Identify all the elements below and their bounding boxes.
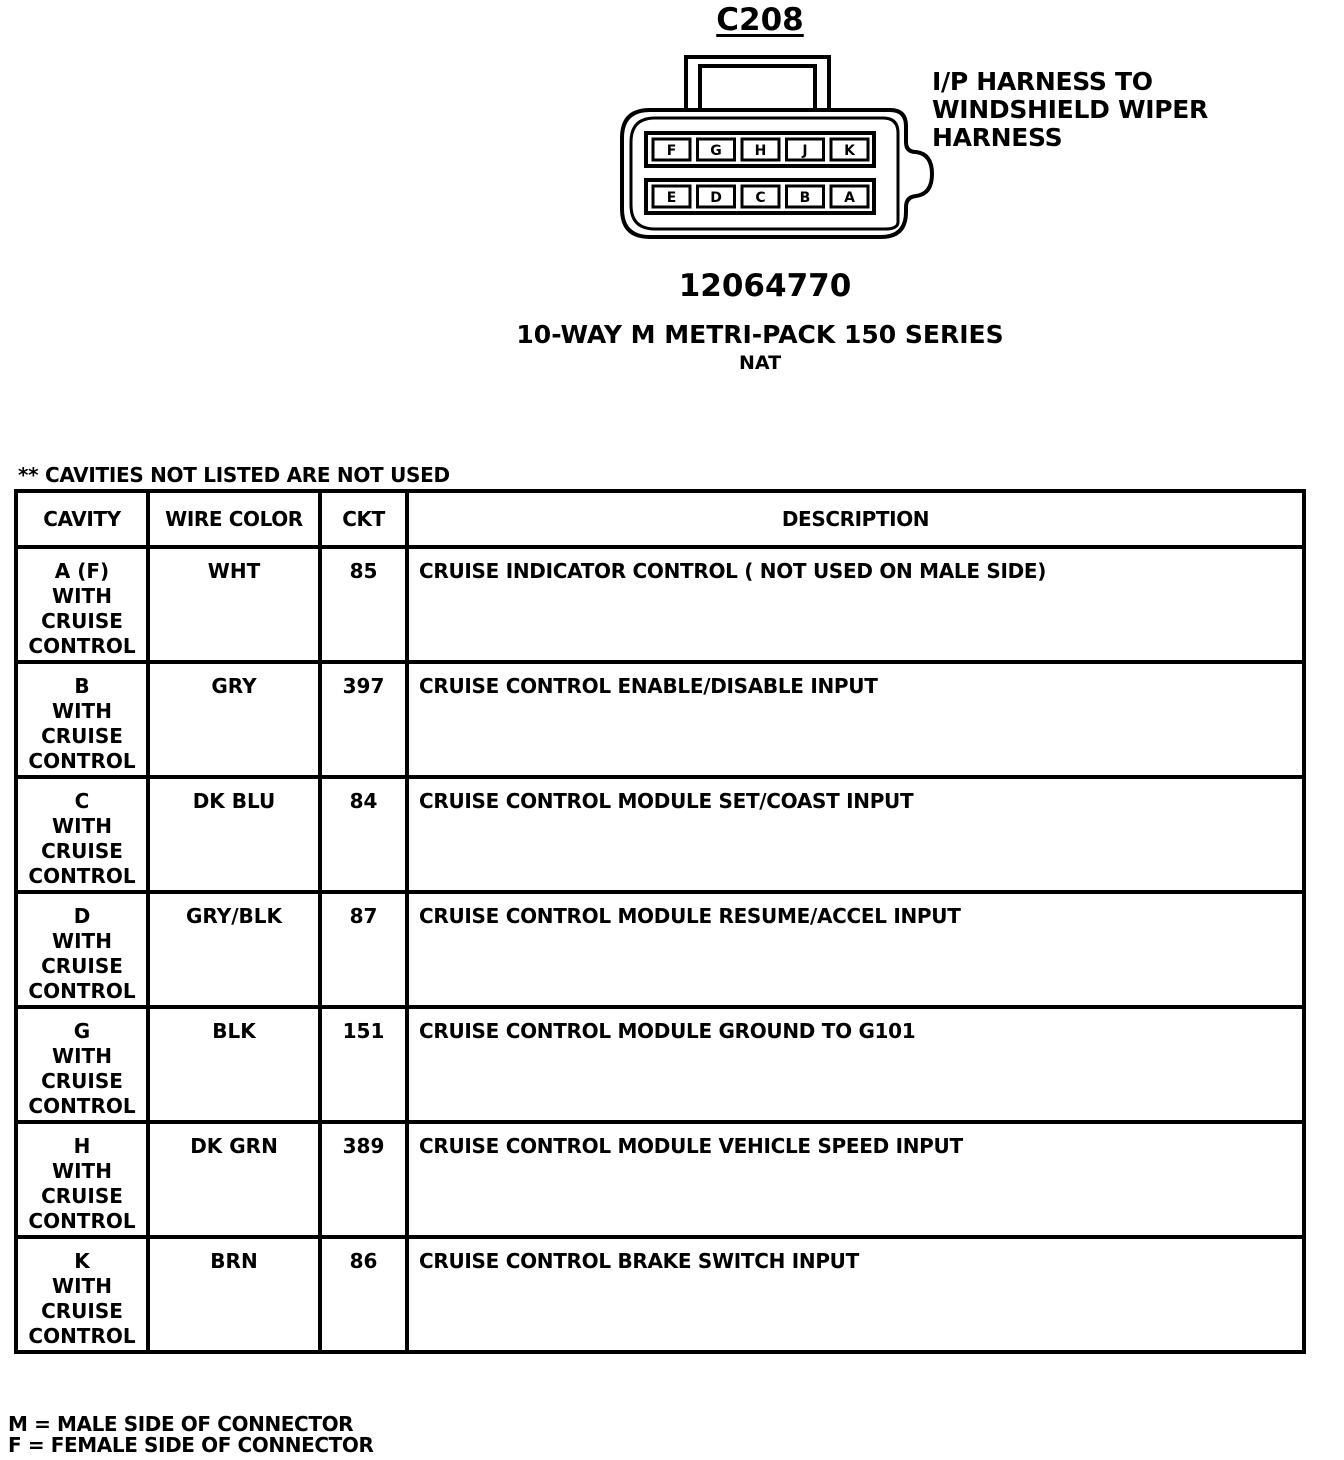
cavity-id: A (F) — [54, 559, 110, 583]
cavity-qualifier: CONTROL — [28, 1094, 136, 1118]
harness-label-line-1: I/P HARNESS TO — [932, 67, 1153, 96]
cavity-cell — [16, 1007, 148, 1122]
table-row — [16, 662, 1304, 777]
cavity-qualifier: CONTROL — [28, 1209, 136, 1233]
cavity-label-g: G — [710, 143, 722, 159]
connector-latch-inner — [700, 66, 815, 113]
connector-legend — [8, 1414, 373, 1456]
cavity-qualifier: WITH — [52, 699, 112, 723]
legend-male: M = MALE SIDE OF CONNECTOR — [8, 1412, 354, 1436]
connector-color: NAT — [738, 352, 782, 374]
cavity-qualifier: WITH — [52, 584, 112, 608]
ckt-cell: 397 — [320, 662, 407, 777]
cavity-qualifier: WITH — [52, 1274, 112, 1298]
table-row — [16, 1007, 1304, 1122]
header-description: DESCRIPTION — [407, 491, 1304, 547]
table-row — [16, 777, 1304, 892]
cavity-label-k: K — [844, 143, 855, 159]
wire-color-cell: GRY — [148, 662, 320, 777]
wire-color-cell: WHT — [148, 547, 320, 662]
table-row — [16, 892, 1304, 1007]
cavity-id: G — [73, 1019, 91, 1043]
cavity-cell — [16, 1237, 148, 1352]
harness-label — [932, 68, 1344, 152]
cavity-qualifier: CRUISE — [41, 609, 123, 633]
cavity-qualifier: CRUISE — [41, 839, 123, 863]
header-wire-color: WIRE COLOR — [148, 491, 320, 547]
description-cell: CRUISE CONTROL MODULE VEHICLE SPEED INPUT — [407, 1122, 1304, 1237]
cavity-table — [14, 489, 1306, 1354]
connector-id: C208 — [716, 2, 804, 38]
cavity-id: H — [73, 1134, 91, 1158]
cavity-qualifier: WITH — [52, 929, 112, 953]
header-cavity: CAVITY — [16, 491, 148, 547]
cavity-label-h: H — [754, 143, 767, 159]
description-cell: CRUISE CONTROL MODULE RESUME/ACCEL INPUT — [407, 892, 1304, 1007]
wire-color-cell: DK BLU — [148, 777, 320, 892]
cavity-qualifier: WITH — [52, 1159, 112, 1183]
wire-color-cell: BRN — [148, 1237, 320, 1352]
cavity-label-d: D — [710, 190, 722, 206]
cavity-id: K — [74, 1249, 90, 1273]
cavity-label-e: E — [666, 190, 677, 206]
cavity-cell — [16, 892, 148, 1007]
cavity-label-a: A — [844, 190, 855, 206]
cavity-qualifier: CRUISE — [41, 1069, 123, 1093]
cavity-qualifier: CRUISE — [41, 724, 123, 748]
cavity-qualifier: CRUISE — [41, 954, 123, 978]
unused-cavities-note: ** CAVITIES NOT LISTED ARE NOT USED — [18, 463, 450, 487]
ckt-cell: 151 — [320, 1007, 407, 1122]
table-row — [16, 547, 1304, 662]
ckt-cell: 389 — [320, 1122, 407, 1237]
table-row — [16, 1237, 1304, 1352]
cavity-qualifier: CONTROL — [28, 634, 136, 658]
cavity-id: D — [73, 904, 91, 928]
cavity-id: C — [74, 789, 90, 813]
cavity-cell — [16, 662, 148, 777]
ckt-cell: 85 — [320, 547, 407, 662]
cavity-qualifier: WITH — [52, 1044, 112, 1068]
harness-label-line-2: WINDSHIELD WIPER HARNESS — [932, 95, 1208, 152]
cavity-qualifier: CONTROL — [28, 749, 136, 773]
cavity-qualifier: WITH — [52, 814, 112, 838]
cavity-cell — [16, 547, 148, 662]
connector-diagram — [615, 52, 940, 242]
legend-female: F = FEMALE SIDE OF CONNECTOR — [8, 1433, 374, 1457]
description-cell: CRUISE CONTROL MODULE SET/COAST INPUT — [407, 777, 1304, 892]
cavity-qualifier: CONTROL — [28, 1324, 136, 1348]
description-cell: CRUISE CONTROL BRAKE SWITCH INPUT — [407, 1237, 1304, 1352]
ckt-cell: 86 — [320, 1237, 407, 1352]
wire-color-cell: GRY/BLK — [148, 892, 320, 1007]
cavity-id: B — [74, 674, 90, 698]
cavity-qualifier: CONTROL — [28, 864, 136, 888]
header-ckt: CKT — [320, 491, 407, 547]
cavity-cell — [16, 777, 148, 892]
description-cell: CRUISE INDICATOR CONTROL ( NOT USED ON MALE SIDE) — [407, 547, 1304, 662]
connector-series: 10-WAY M METRI-PACK 150 SERIES — [516, 320, 1004, 349]
ckt-cell: 87 — [320, 892, 407, 1007]
connector-housing — [622, 110, 932, 237]
part-number: 12064770 — [678, 268, 852, 304]
description-cell: CRUISE CONTROL MODULE GROUND TO G101 — [407, 1007, 1304, 1122]
cavity-label-b: B — [799, 190, 811, 206]
table-header-row — [16, 491, 1304, 547]
cavity-label-f: F — [666, 143, 677, 159]
ckt-cell: 84 — [320, 777, 407, 892]
wire-color-cell: BLK — [148, 1007, 320, 1122]
table-row — [16, 1122, 1304, 1237]
cavity-cell — [16, 1122, 148, 1237]
wire-color-cell: DK GRN — [148, 1122, 320, 1237]
cavity-qualifier: CONTROL — [28, 979, 136, 1003]
cavity-label-j: J — [802, 143, 808, 159]
cavity-label-c: C — [755, 190, 766, 206]
cavity-qualifier: CRUISE — [41, 1184, 123, 1208]
description-cell: CRUISE CONTROL ENABLE/DISABLE INPUT — [407, 662, 1304, 777]
cavity-qualifier: CRUISE — [41, 1299, 123, 1323]
